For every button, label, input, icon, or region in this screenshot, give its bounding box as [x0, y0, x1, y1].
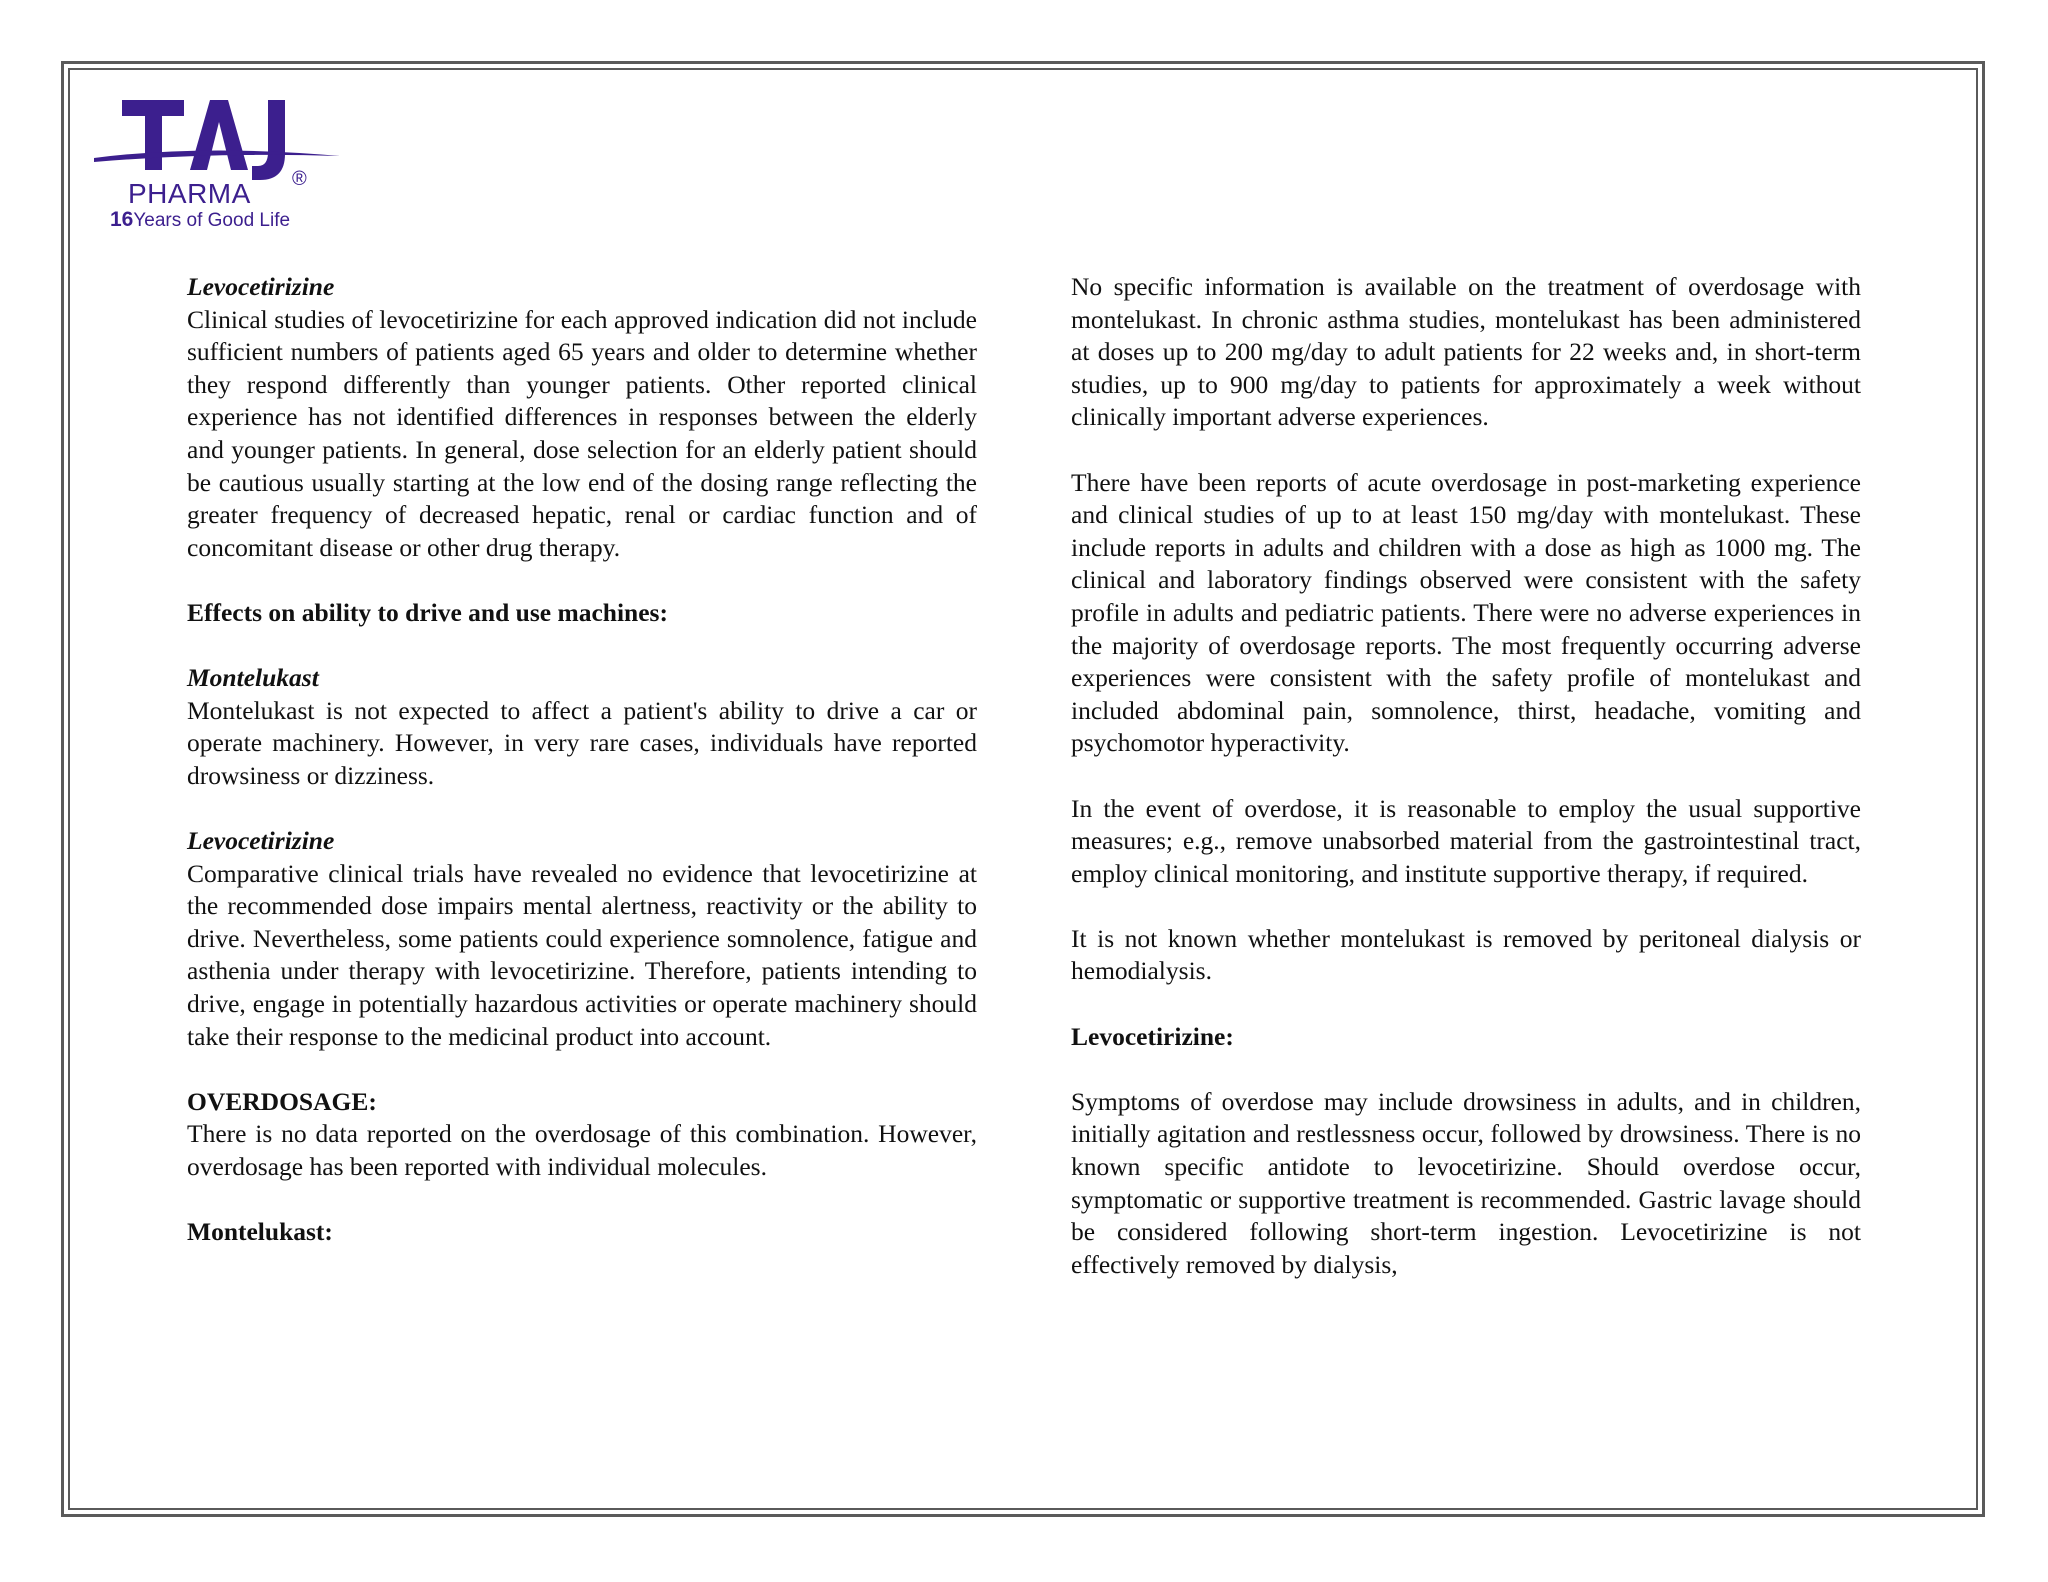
taj-pharma-logo — [92, 96, 352, 236]
right-column — [1071, 271, 1861, 1281]
levocetirizine-heading-1: Levocetirizine — [187, 272, 335, 301]
montelukast-overdose-paragraph-2: There have been reports of acute overdosage in post-marketing experience and clinical studies of up to at least 150 mg/day with montelukast. These include reports in adults and children with a dose as high as 1000 mg. The clinical and laboratory findings observed were consistent with the safety profile in adults and pediatric patients. There were no adverse experiences in the majority of overdosage reports. The most frequently occurring adverse experiences were consistent with the safety profile of montelukast and included abdominal pain, somnolence, thirst, headache, vomiting and psychomotor hyperactivity. — [1071, 467, 1861, 758]
drive-machines-heading: Effects on ability to drive and use machines: — [187, 597, 668, 627]
levocetirizine-drive-paragraph: Comparative clinical trials have revealed no evidence that levocetirizine at the recommended dose impairs mental alertness, reactivity or the ability to drive. Nevertheless, some patients could experience somnolence, fatigue and asthenia under therapy with levocetirizine. Therefore, patients intending to drive, engage in potentially hazardous activities or operate machinery should take their response to the medicinal product into account. — [187, 858, 977, 1051]
registered-mark: ® — [292, 168, 307, 190]
levocetirizine-elderly-paragraph: Clinical studies of levocetirizine for each approved indication did not include sufficient numbers of patients aged 65 years and older to determine whether they respond differently than younger patients. Other reported clinical experience has not identified differences in responses between the elderly and younger patients. In general, dose selection for an elderly patient should be cautious usually starting at the low end of the dosing range reflecting the greater frequency of decreased hepatic, renal or cardiac function and of concomitant disease or other drug therapy. — [187, 304, 977, 562]
overdosage-heading: OVERDOSAGE: — [187, 1086, 377, 1116]
montelukast-drive-paragraph: Montelukast is not expected to affect a patient's ability to drive a car or operate machinery. However, in very rare cases, individuals have reported drowsiness or dizziness. — [187, 695, 977, 790]
montelukast-dialysis-paragraph: It is not known whether montelukast is removed by peritoneal dialysis or hemodialysis. — [1071, 923, 1861, 986]
logo-tag-text: Years of Good Life — [133, 210, 291, 231]
levocetirizine-overdose-paragraph: Symptoms of overdose may include drowsiness in adults, and in children, initially agitation and restlessness occur, followed by drowsiness. There is no known specific antidote to levocetirizine. Should overdose occur, symptomatic or supportive treatment is recommended. Gastric lavage should be considered following short-term ingestion. Levocetirizine is not effectively removed by dialysis, — [1071, 1086, 1861, 1279]
taj-logo-mark — [92, 96, 352, 186]
logo-tag-number: 16 — [110, 208, 134, 231]
logo-tagline — [110, 208, 290, 232]
left-column — [187, 271, 977, 1249]
montelukast-overdose-heading: Montelukast: — [187, 1217, 333, 1247]
levocetirizine-overdose-heading: Levocetirizine: — [1071, 1021, 1234, 1051]
overdosage-paragraph: There is no data reported on the overdosage of this combination. However, overdosage has been reported with individual molecules. — [187, 1119, 977, 1182]
montelukast-heading: Montelukast — [187, 663, 319, 693]
logo-pharma-text: PHARMA — [128, 178, 251, 209]
levocetirizine-heading-2: Levocetirizine — [187, 826, 335, 856]
montelukast-overdose-paragraph-3: In the event of overdose, it is reasonable to employ the usual supportive measures; e.g., remove unabsorbed material from the gastrointestinal tract, employ clinical monitoring, and institute supportive therapy, if required. — [1071, 793, 1861, 888]
montelukast-overdose-paragraph-1: No specific information is available on the treatment of overdosage with montelukast. In chronic asthma studies, montelukast has been administered at doses up to 200 mg/day to adult patients for 22 weeks and, in short-term studies, up to 900 mg/day to patients for approximately a week without clinically important adverse experiences. — [1071, 272, 1861, 432]
